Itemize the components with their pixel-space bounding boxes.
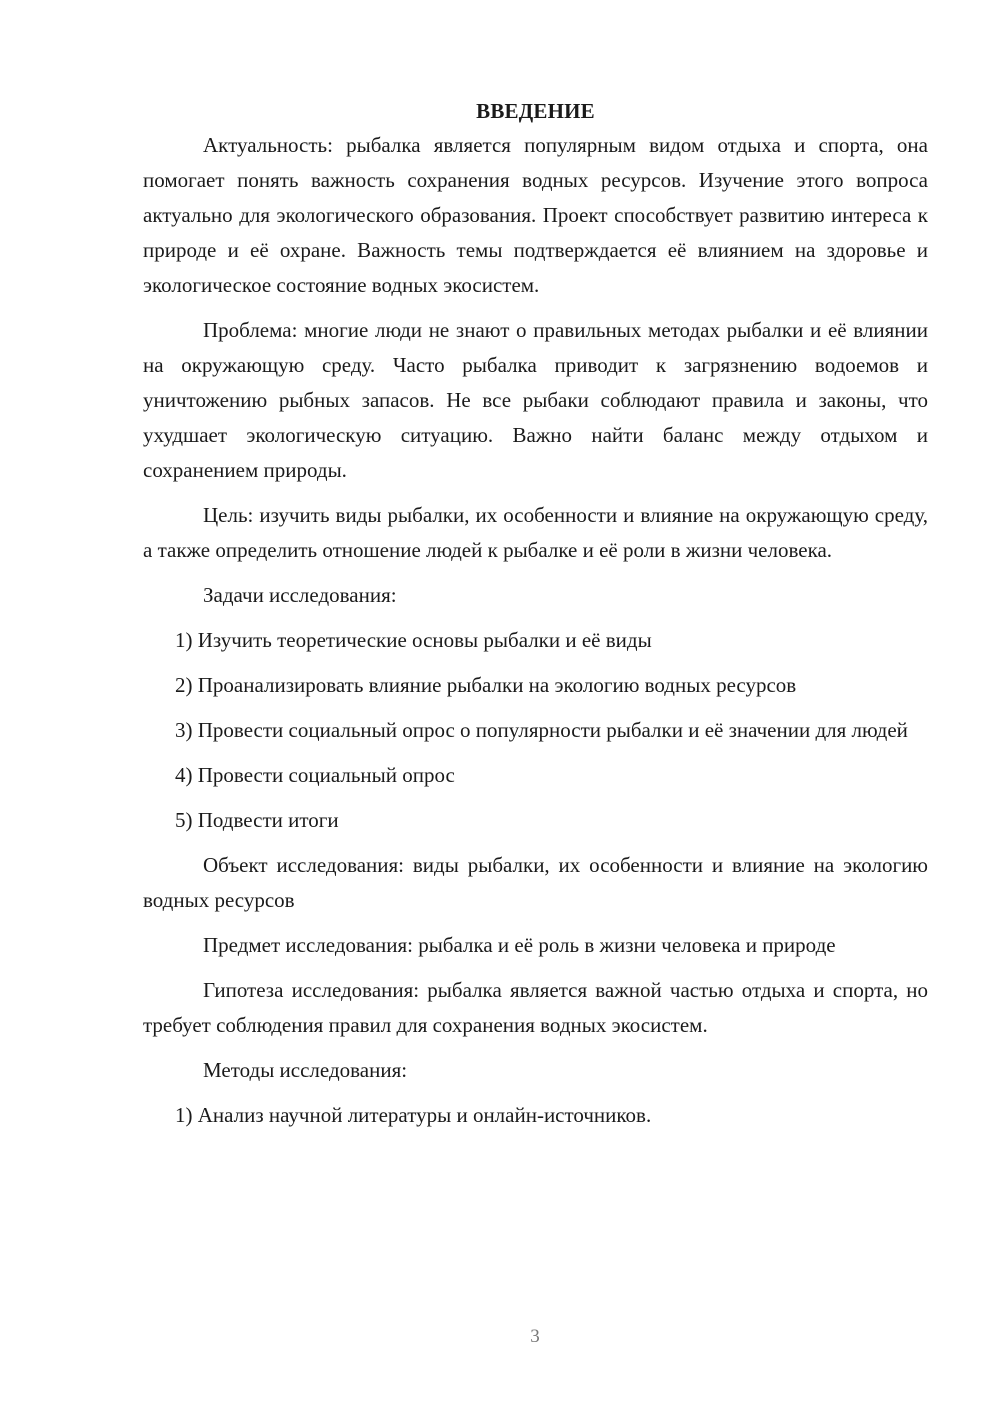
goal-paragraph: Цель: изучить виды рыбалки, их особенности и влияние на окружающую среду, а также определить отношение людей к рыбалке и её роли в жизни человека.	[143, 503, 928, 562]
relevance-paragraph: Актуальность: рыбалка является популярным видом отдыха и спорта, она помогает понять важность сохранения водных ресурсов. Изучение этого вопроса актуально для экологического образования. Проект способствует развитию интереса к природе и её охране. Важность темы подтверждается её влиянием на здоровье и экологическое состояние водных экосистем.	[143, 133, 928, 297]
hypothesis-paragraph: Гипотеза исследования: рыбалка является важной частью отдыха и спорта, но требует соблюдения правил для сохранения водных экосистем.	[143, 978, 928, 1037]
task-item: 3) Провести социальный опрос о популярности рыбалки и её значении для людей	[175, 718, 908, 742]
task-item: 1) Изучить теоретические основы рыбалки и её виды	[175, 628, 652, 652]
task-item: 5) Подвести итоги	[175, 808, 339, 832]
task-item: 4) Провести социальный опрос	[175, 763, 455, 787]
methods-heading: Методы исследования:	[203, 1058, 408, 1082]
subject-paragraph: Предмет исследования: рыбалка и её роль в жизни человека и природе	[203, 933, 836, 957]
tasks-heading: Задачи исследования:	[203, 583, 397, 607]
section-title: ВВЕДЕНИЕ	[476, 99, 595, 123]
object-paragraph: Объект исследования: виды рыбалки, их особенности и влияние на экологию водных ресурсов	[143, 853, 928, 912]
page-number: 3	[530, 1326, 540, 1347]
document-page	[143, 96, 928, 1143]
method-item: 1) Анализ научной литературы и онлайн-источников.	[175, 1103, 652, 1127]
problem-paragraph: Проблема: многие люди не знают о правильных методах рыбалки и её влиянии на окружающую среду. Часто рыбалка приводит к загрязнению водоемов и уничтожению рыбных запасов. Не все рыбаки соблюдают правила и законы, что ухудшает экологическую ситуацию. Важно найти баланс между отдыхом и сохранением природы.	[143, 318, 928, 482]
task-item: 2) Проанализировать влияние рыбалки на экологию водных ресурсов	[175, 673, 797, 697]
